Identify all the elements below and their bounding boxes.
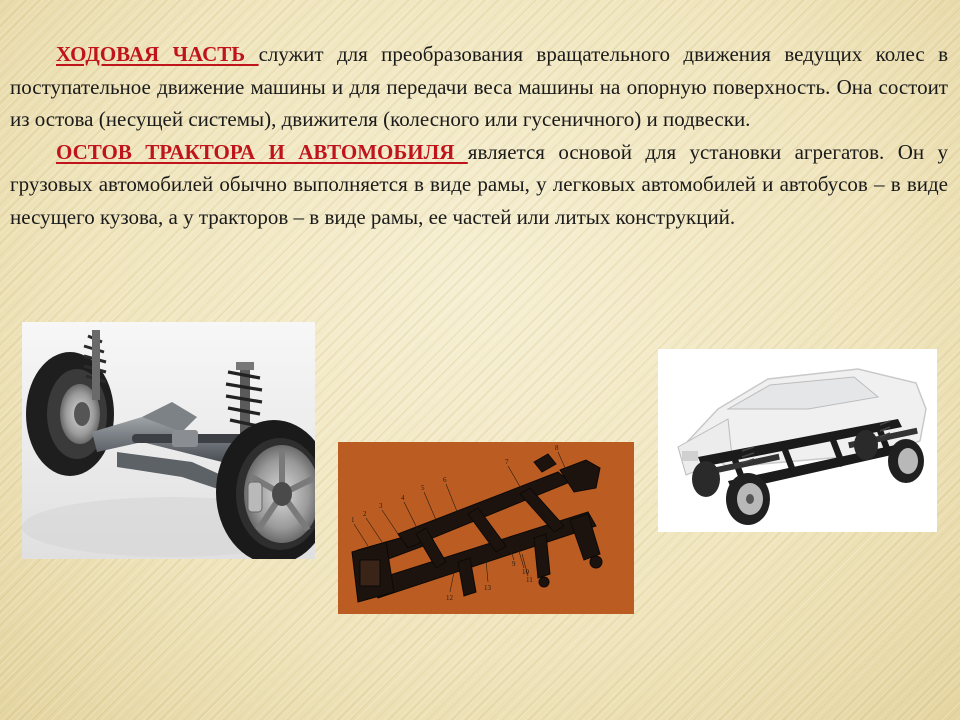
frame-part-label: 9	[512, 560, 516, 568]
frame-part-label: 7	[505, 458, 509, 466]
term-chassis-frame: ОСТОВ ТРАКТОРА И АВТОМОБИЛЯ	[56, 139, 468, 164]
frame-part-label: 2	[363, 510, 367, 518]
tractor-frame-photo	[338, 442, 634, 614]
paragraph-running-gear	[10, 38, 948, 136]
paragraph-running-gear-text: служит для преобразования вращательного движения ведущих колес в поступательное движение машины и для передачи веса машины на опорную поверхность. Она состоит из остова (несущей системы), движителя (колесного или гусеничного) и подвески.	[10, 42, 948, 131]
suv-chassis-photo	[658, 349, 937, 532]
frame-part-label: 12	[446, 594, 453, 602]
suspension-illustration	[22, 322, 315, 559]
frame-part-label: 3	[379, 502, 383, 510]
frame-part-label: 6	[443, 476, 447, 484]
frame-part-label: 8	[555, 444, 559, 452]
paragraph-chassis-frame	[10, 136, 948, 234]
frame-part-label: 1	[351, 516, 355, 524]
suv-chassis-illustration	[658, 349, 937, 532]
frame-part-label: 11	[526, 576, 533, 584]
frame-part-label: 5	[421, 484, 425, 492]
slide-body	[10, 38, 948, 233]
paragraph-chassis-frame-text: является основой для установки агрегатов. Он у грузовых автомобилей обычно выполняется в виде рамы, у легковых автомобилей и автобусов – в виде несущего кузова, а у тракторов – в виде рамы, ее частей или литых конструкций.	[10, 139, 948, 229]
frame-part-label: 13	[484, 584, 491, 592]
term-running-gear: ХОДОВАЯ ЧАСТЬ	[56, 42, 259, 66]
tractor-frame-illustration	[338, 442, 634, 614]
suspension-photo	[22, 322, 315, 559]
frame-part-label: 10	[522, 568, 529, 576]
frame-part-label: 4	[401, 494, 405, 502]
